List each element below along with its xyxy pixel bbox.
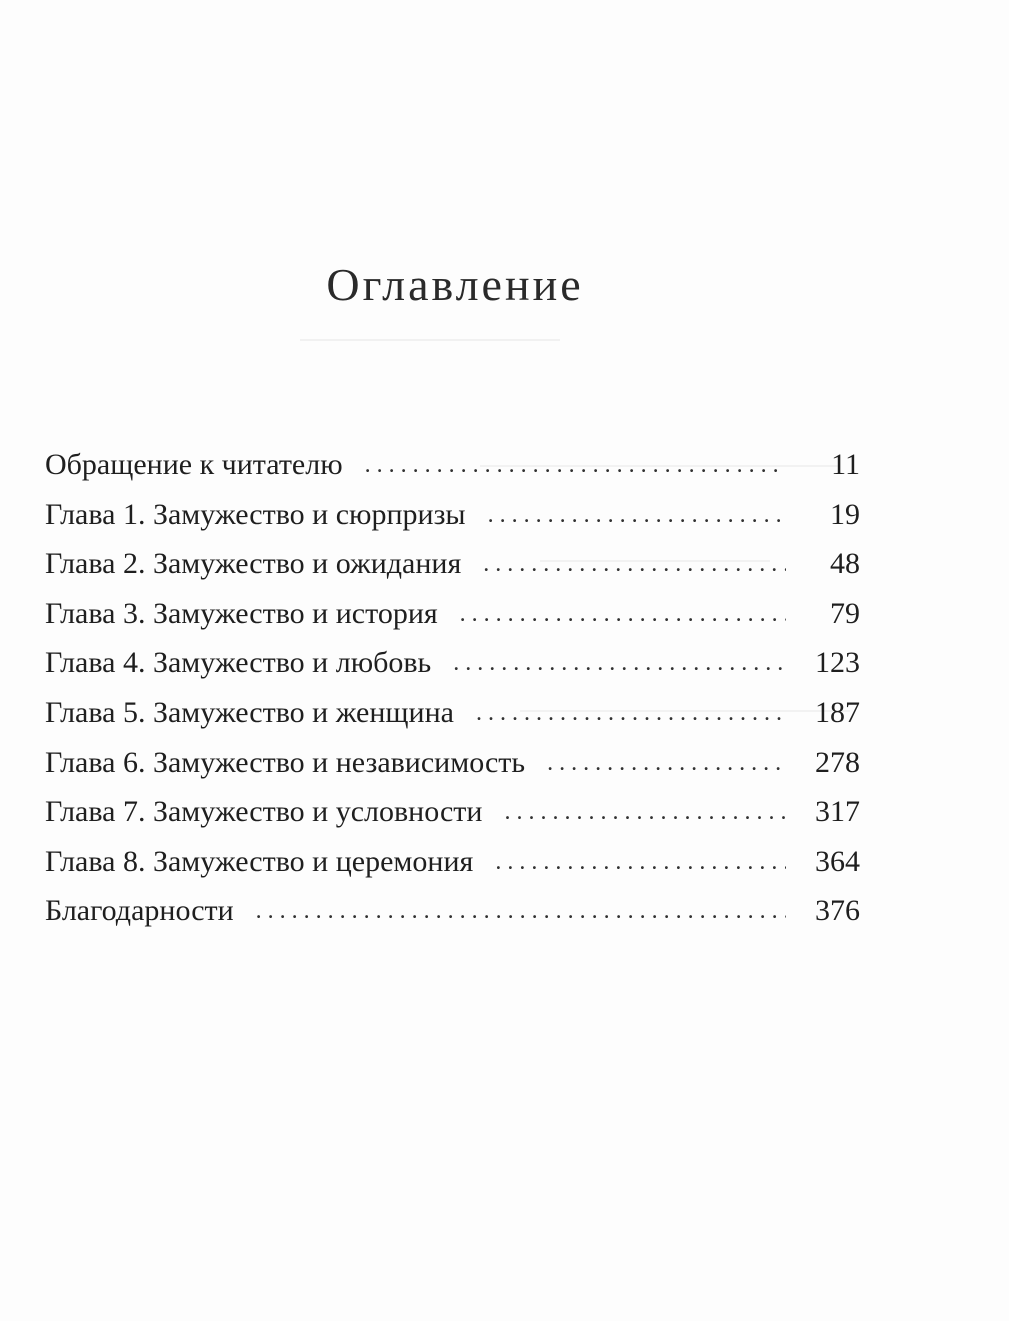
dot-leader (256, 887, 786, 937)
toc-entry (45, 837, 860, 887)
dot-leader (453, 639, 786, 689)
toc-entry-title: Благодарности (45, 894, 234, 928)
toc-entry-page: 317 (815, 795, 860, 829)
toc-entry-page: 376 (815, 894, 860, 928)
toc-entry-page: 187 (815, 695, 860, 729)
toc-entry-title: Глава 1. Замужество и сюрпризы (45, 497, 466, 531)
toc-entry-page: 79 (830, 596, 860, 630)
toc-entry (45, 539, 860, 589)
toc-entry-page: 123 (815, 646, 860, 680)
dot-leader (488, 491, 786, 541)
toc-entry-page: 48 (830, 547, 860, 581)
page-title: Оглавление (326, 259, 584, 310)
dot-leader (495, 838, 786, 888)
toc-entry-page: 19 (830, 497, 860, 531)
toc-entry (45, 638, 860, 688)
toc-entry-title: Глава 8. Замужество и церемония (45, 844, 474, 878)
dot-leader (504, 788, 786, 838)
toc-entry-page: 364 (815, 844, 860, 878)
toc-entry-title: Глава 6. Замужество и независимость (45, 745, 526, 779)
toc-entry-title: Глава 2. Замужество и ожидания (45, 547, 462, 581)
toc-entry-page: 11 (831, 448, 860, 481)
toc-entry (45, 738, 860, 788)
dot-leader (460, 590, 786, 640)
dot-leader (547, 739, 786, 789)
toc-entry (45, 886, 860, 936)
toc-entry-title: Глава 7. Замужество и условности (45, 795, 483, 829)
toc-entry-title: Обращение к читателю (45, 448, 343, 481)
table-of-contents (45, 440, 860, 936)
toc-entry-page: 278 (815, 745, 860, 779)
dot-leader (476, 689, 786, 739)
toc-entry-title: Глава 3. Замужество и история (45, 596, 438, 630)
bleed-through-mark (300, 315, 560, 341)
toc-entry-title: Глава 5. Замужество и женщина (45, 695, 454, 729)
dot-leader (365, 441, 786, 491)
toc-entry-title: Глава 4. Замужество и любовь (45, 646, 432, 680)
toc-entry (45, 589, 860, 639)
toc-entry (45, 490, 860, 540)
dot-leader (483, 540, 786, 590)
toc-entry (45, 440, 860, 490)
toc-entry (45, 688, 860, 738)
toc-entry (45, 787, 860, 837)
